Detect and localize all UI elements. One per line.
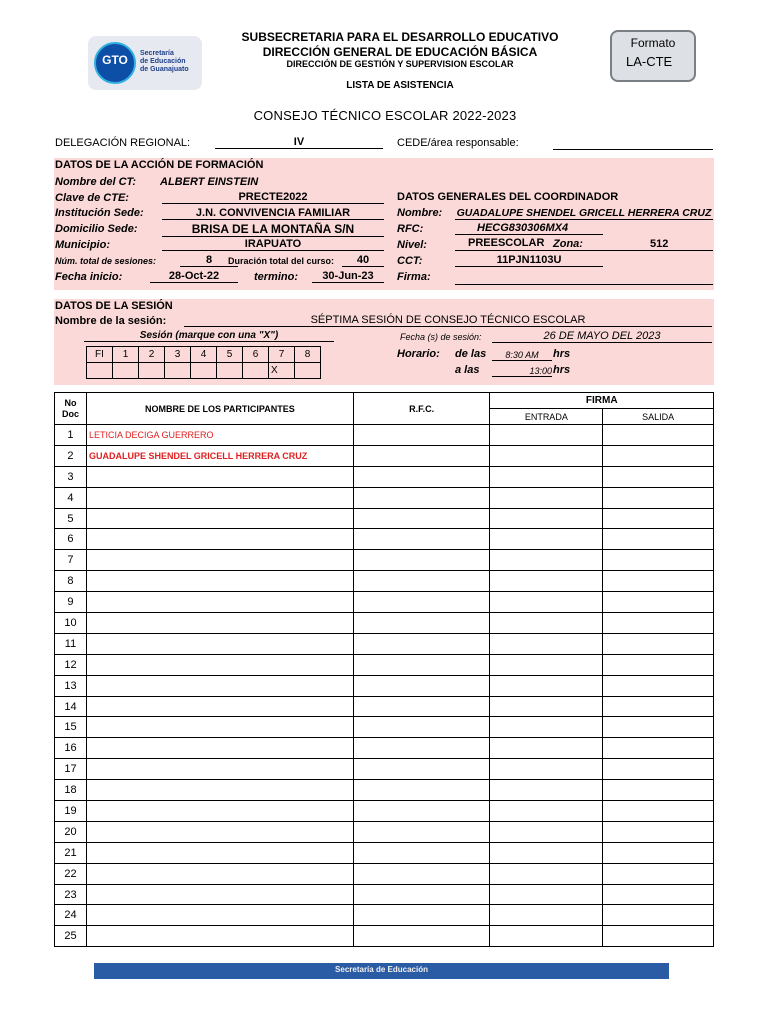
salida-signature-cell[interactable] (603, 759, 714, 780)
salida-signature-cell[interactable] (603, 696, 714, 717)
formato-label: Formato (630, 36, 676, 50)
salida-signature-cell[interactable] (603, 780, 714, 801)
entrada-signature-cell[interactable] (490, 529, 603, 550)
entrada-signature-cell[interactable] (490, 592, 603, 613)
rfc-cell[interactable] (353, 780, 490, 801)
grid-header-3: 3 (165, 347, 191, 363)
table-row (55, 801, 714, 822)
table-row (55, 863, 714, 884)
a-las-label: a las (455, 364, 480, 376)
coord-nombre-value: GUADALUPE SHENDEL GRICELL HERRERA CRUZ (456, 207, 712, 219)
participant-name-cell[interactable] (86, 884, 353, 905)
salida-signature-cell[interactable] (603, 905, 714, 926)
table-row (55, 633, 714, 654)
participant-name-cell[interactable] (86, 780, 353, 801)
salida-signature-cell[interactable] (603, 425, 714, 446)
entrada-signature-cell[interactable] (490, 780, 603, 801)
salida-signature-cell[interactable] (603, 613, 714, 634)
rfc-cell[interactable] (353, 550, 490, 571)
rfc-cell[interactable] (353, 445, 490, 466)
entrada-signature-cell[interactable] (490, 905, 603, 926)
sesion-marque-label: Sesión (marque con una "X") (84, 330, 334, 342)
participant-name-cell[interactable]: LETICIA DECIGA GUERRERO (86, 425, 353, 446)
table-row (55, 717, 714, 738)
rfc-cell[interactable] (353, 884, 490, 905)
grid-header-5: 5 (217, 347, 243, 363)
participant-name-cell[interactable] (86, 508, 353, 529)
rfc-cell[interactable] (353, 717, 490, 738)
logo-side-text: Secretaría de Educación de Guanajuato (140, 50, 189, 73)
accion-section-title: DATOS DE LA ACCIÓN DE FORMACIÓN (55, 159, 264, 171)
rfc-cell[interactable] (353, 842, 490, 863)
formato-box (610, 30, 696, 82)
participant-name-cell[interactable] (86, 487, 353, 508)
entrada-signature-cell[interactable] (490, 613, 603, 634)
table-row (55, 529, 714, 550)
coord-nivel-value: PREESCOLAR (468, 237, 545, 249)
participant-name-cell[interactable] (86, 821, 353, 842)
col-header-entrada: ENTRADA (490, 409, 603, 425)
salida-signature-cell[interactable] (603, 550, 714, 571)
table-row (55, 654, 714, 675)
row-number: 8 (55, 571, 87, 592)
table-row (55, 905, 714, 926)
session-grid (86, 346, 321, 379)
row-number: 22 (55, 863, 87, 884)
table-row (55, 508, 714, 529)
rfc-cell[interactable] (353, 675, 490, 696)
a-las-hrs: hrs (553, 364, 571, 376)
table-row (55, 487, 714, 508)
rfc-cell[interactable] (353, 613, 490, 634)
sesion-section-title: DATOS DE LA SESIÓN (55, 300, 173, 312)
salida-signature-cell[interactable] (603, 571, 714, 592)
row-number: 15 (55, 717, 87, 738)
salida-signature-cell[interactable] (603, 529, 714, 550)
grid-header-1: 1 (113, 347, 139, 363)
row-number: 5 (55, 508, 87, 529)
rfc-cell[interactable] (353, 654, 490, 675)
col-header-rfc: R.F.C. (353, 393, 490, 425)
table-row (55, 780, 714, 801)
entrada-signature-cell[interactable] (490, 508, 603, 529)
rfc-cell[interactable] (353, 487, 490, 508)
de-las-hrs: hrs (553, 348, 571, 360)
row-number: 9 (55, 592, 87, 613)
municipio-value: IRAPUATO (162, 238, 384, 251)
de-las-label: de las (455, 348, 487, 360)
delegacion-value: IV (215, 136, 383, 149)
table-row (55, 550, 714, 571)
footer-bar (94, 963, 669, 979)
rfc-cell[interactable] (353, 425, 490, 446)
entrada-signature-cell[interactable] (490, 425, 603, 446)
coord-nombre-label: Nombre: (397, 207, 443, 219)
salida-signature-cell[interactable] (603, 633, 714, 654)
row-number: 25 (55, 926, 87, 947)
participant-name-cell[interactable] (86, 696, 353, 717)
row-number: 16 (55, 738, 87, 759)
participant-name-cell[interactable] (86, 842, 353, 863)
a-las-value: 13:00 (492, 366, 552, 377)
participant-name-cell[interactable] (86, 654, 353, 675)
rfc-cell[interactable] (353, 821, 490, 842)
participant-name-cell[interactable] (86, 863, 353, 884)
grid-mark-5[interactable] (217, 363, 243, 379)
row-number: 11 (55, 633, 87, 654)
fecha-inicio-value: 28-Oct-22 (150, 270, 238, 283)
col-header-no: No Doc (55, 393, 87, 425)
table-row (55, 592, 714, 613)
municipio-label: Municipio: (55, 239, 110, 251)
rfc-cell[interactable] (353, 759, 490, 780)
row-number: 10 (55, 613, 87, 634)
rfc-cell[interactable] (353, 905, 490, 926)
entrada-signature-cell[interactable] (490, 571, 603, 592)
institucion-value: J.N. CONVIVENCIA FAMILIAR (162, 207, 384, 220)
entrada-signature-cell[interactable] (490, 863, 603, 884)
grid-mark-2[interactable] (139, 363, 165, 379)
row-number: 6 (55, 529, 87, 550)
row-number: 2 (55, 445, 87, 466)
rfc-cell[interactable] (353, 633, 490, 654)
header-line-2: DIRECCIÓN GENERAL DE EDUCACIÓN BÁSICA (262, 45, 538, 59)
nombre-ct-label: Nombre del CT: (55, 176, 137, 188)
entrada-signature-cell[interactable] (490, 759, 603, 780)
coord-firma-label: Firma: (397, 271, 431, 283)
salida-signature-cell[interactable] (603, 654, 714, 675)
grid-header-7: 7 (269, 347, 295, 363)
salida-signature-cell[interactable] (603, 801, 714, 822)
sesion-nombre-value: SÉPTIMA SESIÓN DE CONSEJO TÉCNICO ESCOLAR (184, 314, 712, 327)
cede-value (553, 136, 713, 150)
logo-text: GTO (102, 53, 128, 67)
table-row (55, 613, 714, 634)
domicilio-value: BRISA DE LA MONTAÑA S/N (162, 222, 384, 237)
coord-rfc-value: HECG830306MX4 (455, 222, 603, 235)
rfc-cell[interactable] (353, 529, 490, 550)
attendance-table (54, 392, 714, 947)
entrada-signature-cell[interactable] (490, 445, 603, 466)
coordinador-section-title: DATOS GENERALES DEL COORDINADOR (397, 191, 619, 203)
row-number: 17 (55, 759, 87, 780)
entrada-signature-cell[interactable] (490, 550, 603, 571)
table-row (55, 926, 714, 947)
page-title: CONSEJO TÉCNICO ESCOLAR 2022-2023 (253, 108, 517, 123)
grid-header-fi: FI (87, 347, 113, 363)
rfc-cell[interactable] (353, 466, 490, 487)
salida-signature-cell[interactable] (603, 842, 714, 863)
rfc-cell[interactable] (353, 508, 490, 529)
table-row (55, 445, 714, 466)
row-number: 24 (55, 905, 87, 926)
entrada-signature-cell[interactable] (490, 717, 603, 738)
row-number: 4 (55, 487, 87, 508)
coord-rfc-label: RFC: (397, 223, 424, 235)
row-number: 20 (55, 821, 87, 842)
sesion-fecha-label: Fecha (s) de sesión: (400, 332, 482, 342)
participant-name-cell[interactable] (86, 633, 353, 654)
participant-name-cell[interactable] (86, 550, 353, 571)
salida-signature-cell[interactable] (603, 821, 714, 842)
row-number: 21 (55, 842, 87, 863)
participant-name-cell[interactable] (86, 592, 353, 613)
rfc-cell[interactable] (353, 926, 490, 947)
entrada-signature-cell[interactable] (490, 654, 603, 675)
participant-name-cell[interactable] (86, 905, 353, 926)
institucion-label: Institución Sede: (55, 207, 144, 219)
salida-signature-cell[interactable] (603, 717, 714, 738)
participant-name-cell[interactable] (86, 466, 353, 487)
de-las-value: 8:30 AM (492, 350, 552, 361)
formato-code: LA-CTE (626, 54, 673, 69)
row-number: 7 (55, 550, 87, 571)
rfc-cell[interactable] (353, 863, 490, 884)
gto-logo (88, 36, 202, 90)
accion-formacion-section (54, 158, 714, 290)
attendance-rows (55, 425, 714, 947)
entrada-signature-cell[interactable] (490, 926, 603, 947)
salida-signature-cell[interactable] (603, 592, 714, 613)
cede-label: CEDE/área responsable: (397, 137, 519, 149)
grid-mark-1[interactable] (113, 363, 139, 379)
entrada-signature-cell[interactable] (490, 696, 603, 717)
participant-name-cell[interactable] (86, 529, 353, 550)
col-header-nombre: NOMBRE DE LOS PARTICIPANTES (86, 393, 353, 425)
row-number: 3 (55, 466, 87, 487)
grid-header-8: 8 (295, 347, 321, 363)
nivel-underline (455, 250, 713, 251)
table-row (55, 466, 714, 487)
salida-signature-cell[interactable] (603, 863, 714, 884)
grid-mark-fi[interactable] (87, 363, 113, 379)
num-sesiones-label: Núm. total de sesiones: (55, 256, 157, 266)
coord-cct-value: 11PJN1103U (455, 254, 603, 267)
delegacion-label: DELEGACIÓN REGIONAL: (55, 137, 191, 149)
coord-nivel-label: Nivel: (397, 239, 427, 251)
datos-sesion-section (54, 299, 714, 385)
salida-signature-cell[interactable] (603, 926, 714, 947)
entrada-signature-cell[interactable] (490, 675, 603, 696)
coord-cct-label: CCT: (397, 255, 423, 267)
row-number: 14 (55, 696, 87, 717)
fecha-inicio-label: Fecha inicio: (55, 271, 123, 283)
rfc-cell[interactable] (353, 592, 490, 613)
grid-header-4: 4 (191, 347, 217, 363)
participant-name-cell[interactable] (86, 571, 353, 592)
termino-label: termino: (254, 271, 298, 283)
row-number: 19 (55, 801, 87, 822)
termino-value: 30-Jun-23 (312, 270, 384, 283)
grid-header-2: 2 (139, 347, 165, 363)
participant-name-cell[interactable] (86, 613, 353, 634)
footer-text: Secretaría de Educación (335, 965, 428, 974)
rfc-cell[interactable] (353, 571, 490, 592)
sesion-nombre-label: Nombre de la sesión: (55, 315, 167, 327)
table-row (55, 759, 714, 780)
participant-name-cell[interactable] (86, 801, 353, 822)
salida-signature-cell[interactable] (603, 884, 714, 905)
clave-value: PRECTE2022 (162, 191, 384, 204)
grid-header-6: 6 (243, 347, 269, 363)
num-sesiones-value: 8 (180, 254, 238, 267)
table-row (55, 425, 714, 446)
table-row (55, 842, 714, 863)
domicilio-label: Domicilio Sede: (55, 223, 138, 235)
nombre-ct-value: ALBERT EINSTEIN (160, 176, 259, 188)
grid-mark-3[interactable] (165, 363, 191, 379)
participant-name-cell[interactable] (86, 926, 353, 947)
grid-mark-6[interactable] (243, 363, 269, 379)
participant-name-cell[interactable] (86, 675, 353, 696)
rfc-cell[interactable] (353, 801, 490, 822)
entrada-signature-cell[interactable] (490, 821, 603, 842)
salida-signature-cell[interactable] (603, 487, 714, 508)
row-number: 18 (55, 780, 87, 801)
participant-name-cell[interactable] (86, 717, 353, 738)
duracion-label: Duración total del curso: (228, 256, 335, 266)
clave-label: Clave de CTE: (55, 192, 129, 204)
rfc-cell[interactable] (353, 696, 490, 717)
participant-name-cell[interactable]: GUADALUPE SHENDEL GRICELL HERRERA CRUZ (86, 445, 353, 466)
table-row (55, 675, 714, 696)
entrada-signature-cell[interactable] (490, 842, 603, 863)
row-number: 1 (55, 425, 87, 446)
table-row (55, 821, 714, 842)
header-line-3: DIRECCIÓN DE GESTIÓN Y SUPERVISION ESCOLAR (286, 59, 514, 69)
horario-label: Horario: (397, 348, 440, 360)
sesion-fecha-value: 26 DE MAYO DEL 2023 (492, 330, 712, 343)
duracion-value: 40 (342, 254, 384, 267)
salida-signature-cell[interactable] (603, 445, 714, 466)
row-number: 23 (55, 884, 87, 905)
grid-mark-8[interactable] (295, 363, 321, 379)
col-header-salida: SALIDA (603, 409, 714, 425)
coord-zona-label: Zona: (553, 238, 583, 250)
header-line-1: SUBSECRETARIA PARA EL DESARROLLO EDUCATIVO (241, 30, 559, 44)
coord-firma-value (455, 271, 713, 285)
table-row (55, 571, 714, 592)
entrada-signature-cell[interactable] (490, 487, 603, 508)
coord-zona-value: 512 (650, 238, 669, 250)
grid-mark-4[interactable] (191, 363, 217, 379)
participant-name-cell[interactable] (86, 759, 353, 780)
row-number: 13 (55, 675, 87, 696)
salida-signature-cell[interactable] (603, 466, 714, 487)
entrada-signature-cell[interactable] (490, 738, 603, 759)
salida-signature-cell[interactable] (603, 738, 714, 759)
rfc-cell[interactable] (353, 738, 490, 759)
table-row (55, 738, 714, 759)
entrada-signature-cell[interactable] (490, 633, 603, 654)
grid-mark-7[interactable]: X (269, 363, 295, 379)
table-row (55, 884, 714, 905)
salida-signature-cell[interactable] (603, 508, 714, 529)
document-type: LISTA DE ASISTENCIA (346, 80, 454, 91)
col-header-firma: FIRMA (490, 393, 714, 409)
table-row (55, 696, 714, 717)
salida-signature-cell[interactable] (603, 675, 714, 696)
entrada-signature-cell[interactable] (490, 801, 603, 822)
participant-name-cell[interactable] (86, 738, 353, 759)
entrada-signature-cell[interactable] (490, 466, 603, 487)
row-number: 12 (55, 654, 87, 675)
entrada-signature-cell[interactable] (490, 884, 603, 905)
